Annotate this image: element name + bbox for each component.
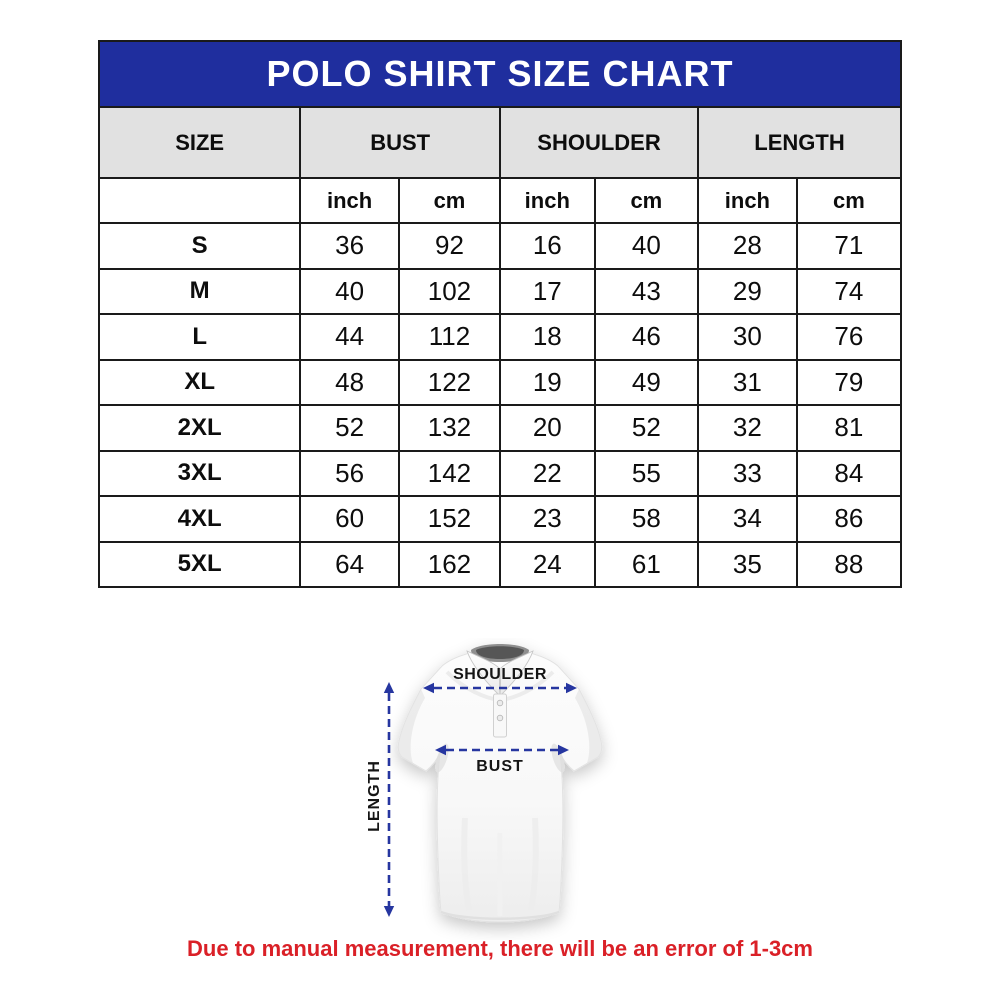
- value-cell: 132: [399, 405, 500, 451]
- shoulder-label: SHOULDER: [453, 666, 547, 683]
- measurement-note: Due to manual measurement, there will be an error of 1-3cm: [187, 936, 813, 961]
- value-cell: 24: [500, 542, 595, 588]
- value-cell: 46: [595, 314, 698, 360]
- value-cell: 32: [698, 405, 797, 451]
- size-chart: [98, 40, 902, 588]
- table-row: [99, 542, 901, 588]
- value-cell: 102: [399, 269, 500, 315]
- value-cell: 112: [399, 314, 500, 360]
- table-row: [99, 269, 901, 315]
- table-row: [99, 360, 901, 406]
- table-row: [99, 223, 901, 269]
- unit-cell: inch: [500, 178, 595, 223]
- value-cell: 20: [500, 405, 595, 451]
- value-cell: 36: [300, 223, 399, 269]
- group-header-cell: SHOULDER: [500, 107, 698, 178]
- value-cell: 19: [500, 360, 595, 406]
- value-cell: 61: [595, 542, 698, 588]
- value-cell: 122: [399, 360, 500, 406]
- value-cell: 28: [698, 223, 797, 269]
- value-cell: 81: [797, 405, 901, 451]
- value-cell: 64: [300, 542, 399, 588]
- chart-title-bar: [98, 40, 902, 106]
- measurement-diagram: [355, 638, 645, 940]
- value-cell: 16: [500, 223, 595, 269]
- value-cell: 29: [698, 269, 797, 315]
- value-cell: 162: [399, 542, 500, 588]
- table-row: [99, 496, 901, 542]
- bust-label: BUST: [476, 758, 524, 775]
- value-cell: 92: [399, 223, 500, 269]
- size-cell: XL: [99, 360, 300, 406]
- value-cell: 86: [797, 496, 901, 542]
- unit-cell: cm: [797, 178, 901, 223]
- table-row: [99, 314, 901, 360]
- value-cell: 142: [399, 451, 500, 497]
- value-cell: 76: [797, 314, 901, 360]
- unit-row: [99, 178, 901, 223]
- value-cell: 22: [500, 451, 595, 497]
- value-cell: 56: [300, 451, 399, 497]
- value-cell: 40: [595, 223, 698, 269]
- value-cell: 52: [300, 405, 399, 451]
- unit-cell: inch: [300, 178, 399, 223]
- value-cell: 34: [698, 496, 797, 542]
- chart-title: POLO SHIRT SIZE CHART: [266, 53, 734, 94]
- value-cell: 58: [595, 496, 698, 542]
- group-header-cell: LENGTH: [698, 107, 901, 178]
- size-cell: L: [99, 314, 300, 360]
- value-cell: 43: [595, 269, 698, 315]
- value-cell: 152: [399, 496, 500, 542]
- value-cell: 18: [500, 314, 595, 360]
- value-cell: 52: [595, 405, 698, 451]
- empty-cell: [99, 178, 300, 223]
- size-cell: 5XL: [99, 542, 300, 588]
- value-cell: 71: [797, 223, 901, 269]
- value-cell: 33: [698, 451, 797, 497]
- value-cell: 17: [500, 269, 595, 315]
- value-cell: 35: [698, 542, 797, 588]
- value-cell: 84: [797, 451, 901, 497]
- size-cell: 4XL: [99, 496, 300, 542]
- table-row: [99, 451, 901, 497]
- value-cell: 48: [300, 360, 399, 406]
- value-cell: 31: [698, 360, 797, 406]
- size-table: [98, 106, 902, 588]
- value-cell: 23: [500, 496, 595, 542]
- unit-cell: cm: [399, 178, 500, 223]
- value-cell: 88: [797, 542, 901, 588]
- unit-cell: cm: [595, 178, 698, 223]
- unit-cell: inch: [698, 178, 797, 223]
- value-cell: 74: [797, 269, 901, 315]
- value-cell: 49: [595, 360, 698, 406]
- length-arrow: [384, 682, 394, 917]
- value-cell: 44: [300, 314, 399, 360]
- group-header-cell: SIZE: [99, 107, 300, 178]
- polo-placket: [494, 694, 507, 737]
- size-cell: M: [99, 269, 300, 315]
- group-header-row: [99, 107, 901, 178]
- group-header-cell: BUST: [300, 107, 500, 178]
- value-cell: 55: [595, 451, 698, 497]
- value-cell: 79: [797, 360, 901, 406]
- size-table-body: [99, 223, 901, 587]
- value-cell: 40: [300, 269, 399, 315]
- length-label: LENGTH: [366, 760, 383, 832]
- table-row: [99, 405, 901, 451]
- size-cell: 3XL: [99, 451, 300, 497]
- value-cell: 60: [300, 496, 399, 542]
- size-cell: 2XL: [99, 405, 300, 451]
- size-cell: S: [99, 223, 300, 269]
- value-cell: 30: [698, 314, 797, 360]
